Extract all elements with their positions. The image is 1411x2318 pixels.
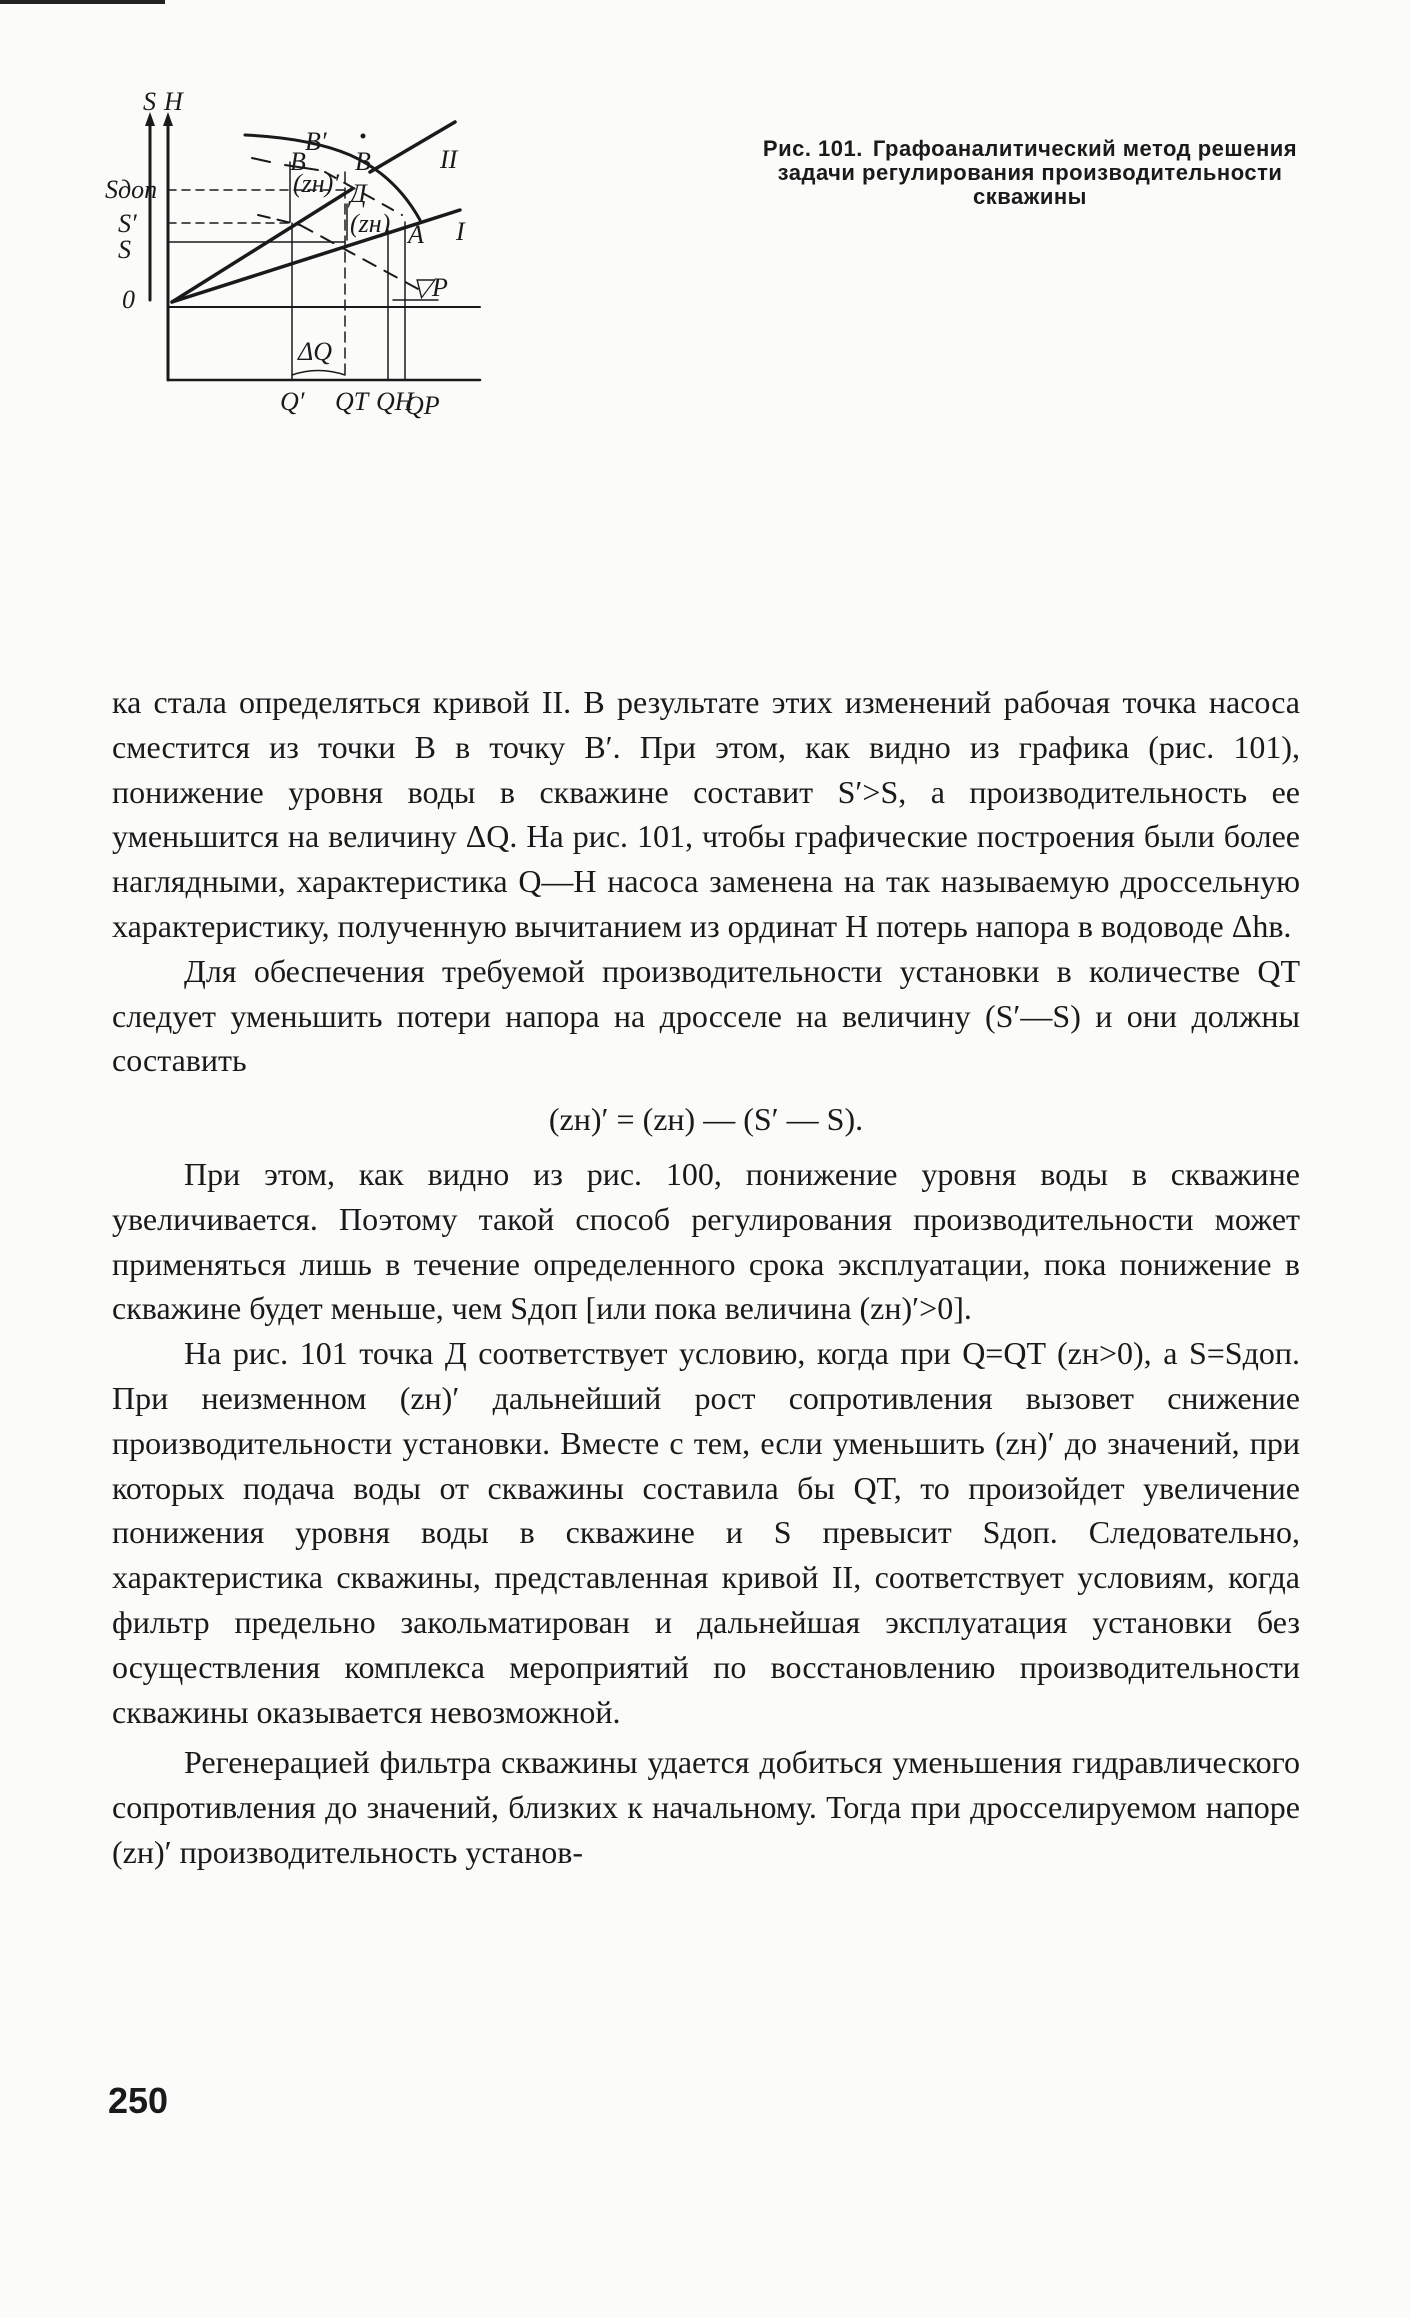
paragraph-1: ка стала определяться кривой II. В результате этих изменений рабочая точка насоса сместится из точки B в точку B′. При этом, как видно из графика (рис. 101), понижение уровня воды в скважине составит S′>S, а производительность ее уменьшится на величину ΔQ. На рис. 101, чтобы графические построения были более наглядными, характеристика Q—H насоса заменена на так называемую дроссельную характеристику, полученную вычитанием из ординат H потерь напора в водоводе Δhв. [112, 684, 1300, 944]
paragraph-3: При этом, как видно из рис. 100, понижение уровня воды в скважине увеличивается. Поэтому такой способ регулирования производительности может применяться лишь в течение определенного срока эксплуатации, пока понижение в скважине будет меньше, чем Sдоп [или пока величина (zн)′>0]. [112, 1155, 1300, 1327]
zero-label: 0 [122, 285, 135, 314]
page-number: 250 [108, 2080, 169, 2121]
well-curve-II [172, 189, 352, 302]
b-prime-label: B′ [305, 127, 327, 156]
figure-caption [760, 137, 1300, 209]
d-label: Д [350, 179, 367, 208]
throttle-dash-lower [258, 215, 300, 225]
q-p-label: QP [405, 391, 440, 420]
s-prime-label: S′ [118, 209, 137, 238]
s-label: S [118, 235, 131, 264]
figure-diagram [105, 87, 710, 630]
caption-label: Рис. 101. [762, 136, 863, 161]
top-rule [0, 0, 165, 4]
h-axis-label: H [164, 87, 183, 116]
s-dop-label: Sдоп [105, 175, 158, 204]
paragraph-4: На рис. 101 точка Д соответствует условию, когда при Q=QT (zн>0), а S=Sдоп. При неизменном (zн)′ дальнейший рост сопротивления вызовет снижение производительности установки. Вместе с тем, если уменьшить (zн)′ до значений, при которых подача воды от скважины составила бы QT, то произойдет увеличение понижения уровня воды в скважине и S превысит Sдоп. Следовательно, характеристика скважины, представленная кривой II, соответствует условиям, когда фильтр предельно закольматирован и дальнейшая эксплуатация установки без осуществления комплекса мероприятий по восстановлению производительности скважины оказывается невозможной. [112, 1335, 1300, 1730]
curve-I-label: I [456, 217, 465, 246]
delta-q-brace [292, 371, 345, 376]
b-left-label: B [290, 147, 306, 176]
paragraph-2: Для обеспечения требуемой производительности установки в количестве QT следует уменьшить потери напора на дросселе на величину (S′—S) и они должны составить [112, 952, 1300, 1079]
a-label: A [408, 220, 424, 249]
b-right-label: B [355, 147, 371, 176]
q-h-label: QH [376, 387, 414, 416]
curve-II-label: II [440, 145, 458, 174]
body-text [112, 680, 1300, 1875]
dot-mark [361, 134, 366, 139]
q-t-label: QT [335, 387, 369, 416]
throttle-dash-upper [252, 158, 270, 162]
delta-q-label: ΔQ [298, 337, 333, 366]
s-axis-label: S [143, 87, 156, 116]
formula: (zн)′ = (zн) — (S′ — S). [548, 1101, 864, 1138]
zn-label: (zн) [350, 209, 391, 238]
caption-text: Графоаналитический метод решения задачи регулирования производительности скважины [777, 136, 1298, 209]
p-label: ▽P [412, 273, 448, 302]
q-prime-label: Q′ [280, 387, 305, 416]
zn-prime-label: (zн)′ [293, 169, 340, 198]
figure-101 [105, 87, 710, 630]
paragraph-5: Регенерацией фильтра скважины удается добиться уменьшения гидравлического сопротивления до значений, близких к начальному. Тогда при дросселируемом напоре (zн)′ производительность установ- [112, 1744, 1300, 1870]
